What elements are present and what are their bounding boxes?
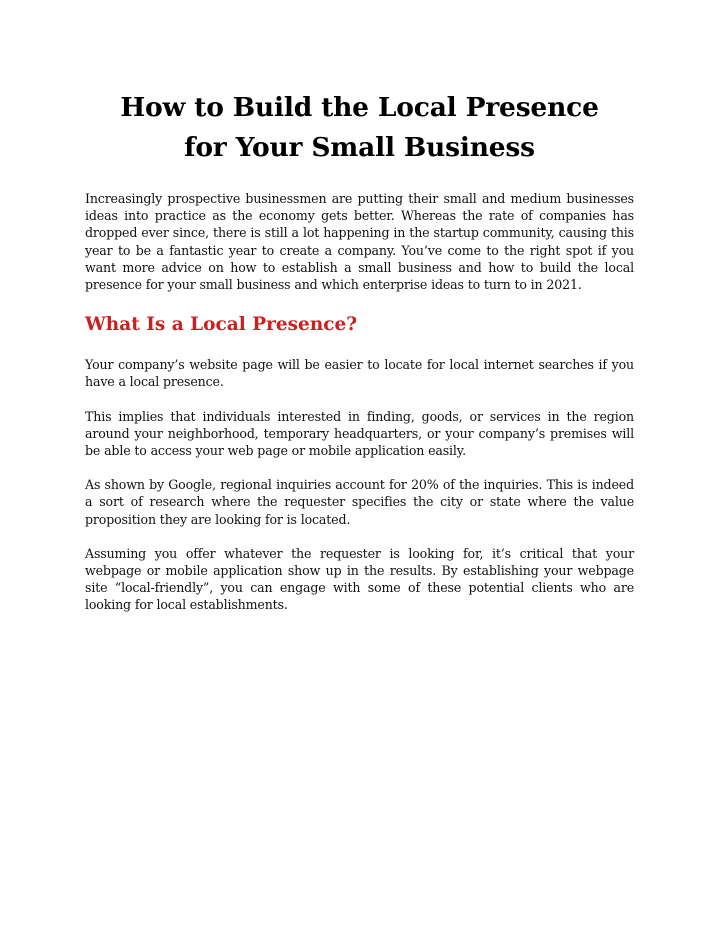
document-page <box>85 88 634 631</box>
body-paragraph: As shown by Google, regional inquiries account for 20% of the inquiries. This is indeed a sort of research where the requester specifies the city or state where the value proposition they are looking for is located. <box>85 477 634 527</box>
page-title-line-2: for Your Small Business <box>184 132 535 163</box>
body-paragraph: Your company’s website page will be easier to locate for local internet searches if you have a local presence. <box>85 357 634 390</box>
body-paragraph: This implies that individuals interested in finding, goods, or services in the region around your neighborhood, temporary headquarters, or your company’s premises will be able to access your web page or mobile application easily. <box>85 408 634 459</box>
body-paragraph: Assuming you offer whatever the requester is looking for, it’s critical that your webpage or mobile application show up in the results. By establishing your webpage site “local-friendly”, you can engage with some of these potential clients who are looking for local establishments. <box>85 545 634 613</box>
section-heading: What Is a Local Presence? <box>85 314 358 336</box>
intro-paragraph: Increasingly prospective businessmen are putting their small and medium businesses ideas into practice as the economy gets better. Whereas the rate of companies has dropped ever since, there is still a lot happening in the startup community, causing this year to be a fantastic year to create a company. You’ve come to the right spot if you want more advice on how to establish a small business and how to build the local presence for your small business and which enterprise ideas to turn to in 2021. <box>85 191 634 293</box>
page-title-line-1: How to Build the Local Presence <box>120 92 599 123</box>
page-title <box>85 88 634 168</box>
